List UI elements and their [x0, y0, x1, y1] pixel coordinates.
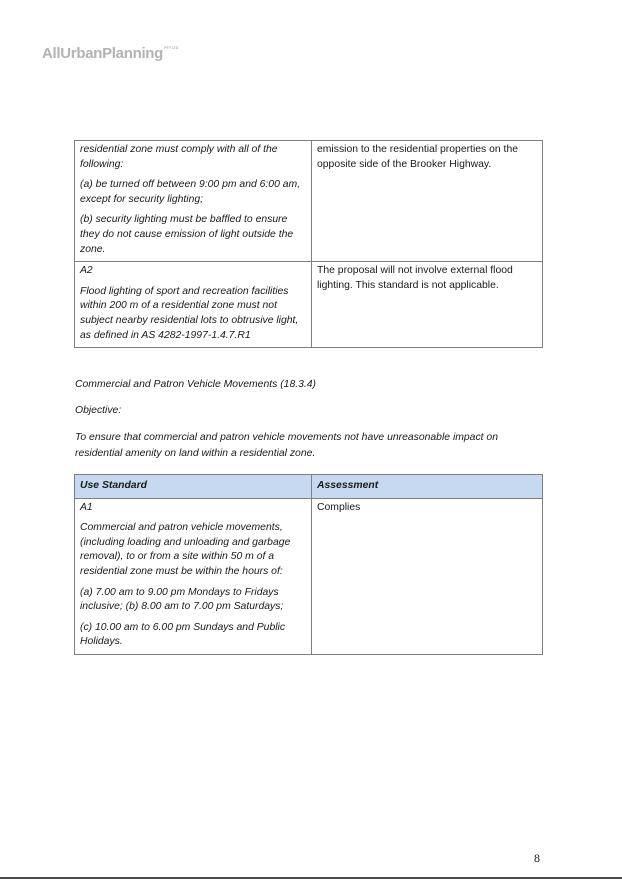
page-bottom-divider: [0, 877, 622, 879]
use-standards-table-continued: [74, 140, 543, 348]
vehicle-movements-table: [74, 474, 543, 655]
standard-code: A1: [80, 501, 93, 513]
use-standard-cell: [75, 498, 312, 654]
standard-text: (b) security lighting must be baffled to ensure they do not cause emission of light outside the zone.: [80, 214, 294, 255]
standard-code: A2: [80, 265, 93, 277]
use-standard-cell: [75, 141, 312, 262]
table-row: [75, 498, 543, 654]
standard-text: residential zone must comply with all of the following:: [80, 144, 278, 170]
use-standard-cell: [75, 262, 312, 348]
assessment-text: The proposal will not involve external flood lighting. This standard is not applicable.: [317, 265, 513, 291]
table-row: [75, 262, 543, 348]
section-heading: Commercial and Patron Vehicle Movements (18.3.4): [75, 379, 317, 390]
standard-text: (c) 10.00 am to 6.00 pm Sundays and Public Holidays.: [80, 621, 286, 648]
assessment-cell: [312, 262, 543, 348]
standard-text: (a) 7.00 am to 9.00 pm Mondays to Fridays inclusive; (b) 8.00 am to 7.00 pm Saturdays;: [80, 586, 284, 613]
company-logo: AllUrbanPlanning$^{PTY LTD}$: [42, 45, 179, 62]
assessment-cell: [312, 141, 543, 262]
table-header-row: [75, 475, 543, 499]
standard-text: Commercial and patron vehicle movements, (including loading and unloading and garbage removal), to or from a site within 50 m of a residential zone must be within the hours of:: [80, 522, 291, 577]
page-number: 8: [534, 851, 540, 865]
objective-label: Objective:: [75, 405, 122, 416]
assessment-text: Complies: [317, 501, 361, 513]
standard-text: Flood lighting of sport and recreation facilities within 200 m of a residential zone must not subject nearby residential lots to obtrusive light, as defined in AS 4282-1997-1.4.7.R1: [80, 285, 299, 341]
assessment-cell: [312, 498, 543, 654]
column-header-use-standard: Use Standard: [75, 475, 312, 499]
assessment-text: emission to the residential properties on the opposite side of the Brooker Highway.: [317, 144, 518, 170]
column-header-assessment: Assessment: [312, 475, 543, 499]
standard-text: (a) be turned off between 9:00 pm and 6:00 am, except for security lighting;: [80, 179, 301, 205]
table-row: [75, 141, 543, 262]
objective-text: To ensure that commercial and patron vehicle movements not have unreasonable impact on residential amenity on land within a residential zone.: [75, 432, 498, 459]
